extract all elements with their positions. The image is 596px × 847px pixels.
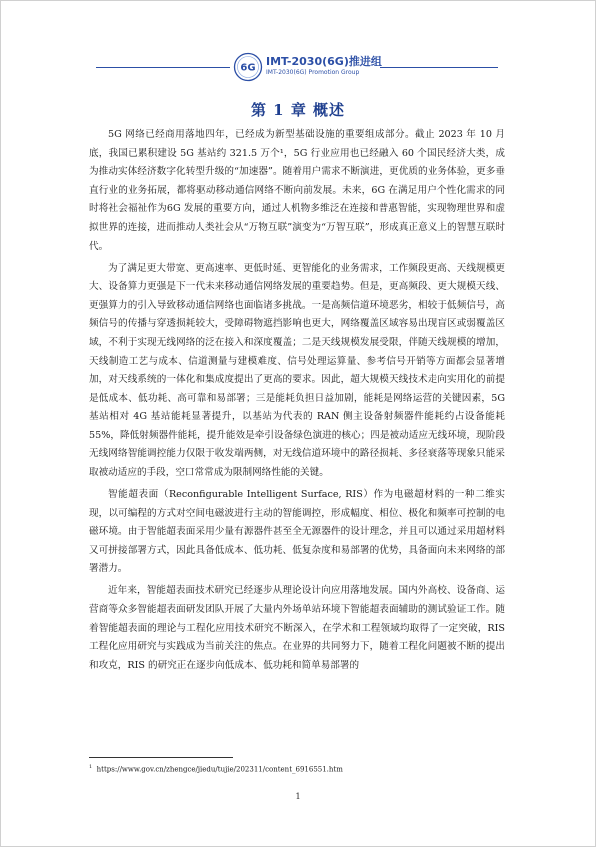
page-number: 1	[295, 792, 301, 801]
header-title: IMT-2030(6G)推进组	[266, 55, 382, 68]
header-rule-right	[380, 67, 498, 68]
paragraph-1: 5G 网络已经商用落地四年，已经成为新型基础设施的重要组成部分。截止 2023 年 10 月底，我国已累积建设 5G 基站约 321.5 万个¹，5G 行业应用也已经融入 60 个国民经济大类，成为推动实体经济数字化转型升级的“加速器”。随着用户需求不断演进，更优质的业务体验，更多垂直行业的业务拓展，都将驱动移动通信网络不断向前发展。未来，6G 在满足用户个性化需求的同时将社会福祉作为6G 发展的重要方向，通过人机物多维泛在连接和普惠智能，实现物理世界和虚拟世界的连接，进而推动人类社会从“万物互联”演变为“万智互联”，形成真正意义上的智慧互联时代。	[89, 129, 505, 252]
chapter-title: 第 1 章 概述	[250, 101, 346, 119]
footnote	[89, 764, 343, 773]
header-subtitle: IMT-2030(6G) Promotion Group	[266, 69, 360, 76]
page-header	[0, 50, 596, 86]
body-text	[89, 126, 505, 679]
footnote-link[interactable]: https://www.gov.cn/zhengce/jiedu/tujie/202311/content_6916551.htm	[96, 765, 343, 774]
paragraph-2: 为了满足更大带宽、更高速率、更低时延、更智能化的业务需求，工作频段更高、天线规模更大、设备算力更强是下一代未来移动通信网络发展的重要趋势。但是，更高频段、更大规模天线、更强算力的引入导致移动通信网络也面临诸多挑战。一是高频信道环境恶劣，相较于低频信号，高频信号的传播与穿透损耗较大，受障碍物遮挡影响也更大，网络覆盖区域容易出现盲区或弱覆盖区域，不利于实现无线网络的泛在接入和深度覆盖；二是天线规模发展受限，伴随天线规模的增加，天线制造工艺与成本、信道测量与建模难度、信号处理运算量、参考信号开销等方面都会显著增加，对天线系统的一体化和集成度提出了更高的要求。因此，超大规模天线技术走向实用化的前提是低成本、低功耗、高可靠和易部署；三是能耗负担日益加剧，能耗是网络运营的关键因素，5G 基站相对 4G 基站能耗显著提升，以基站为代表的 RAN 侧主设备射频器件能耗约占设备能耗 55%，降低射频器件能耗，提升能效是牵引设备绿色演进的核心；四是被动适应无线环境，现阶段无线网络智能调控能力仅限于收发端两侧，对无线信道环境中的路径损耗、多径衰落等现象只能采取被动适应的手段，空口常常成为限制网络性能的关键。	[89, 262, 505, 479]
logo-text: 6G	[240, 62, 256, 74]
6g-logo-icon	[233, 52, 263, 82]
footnote-marker: 1	[89, 764, 93, 770]
paragraph-4: 近年来，智能超表面技术研究已经逐步从理论设计向应用落地发展。国内外高校、设备商、运营商等众多智能超表面研发团队开展了大量内外场单站环境下智能超表面辅助的测试验证工作。随着智能超表面的理论与工程化应用技术研究不断深入，在学术和工程领域均取得了一定突破，RIS 工程化应用研究与实践成为当前关注的焦点。在业界的共同努力下，随着工程化问题被不断的提出和攻克，RIS 的研究正在逐步向低成本、低功耗和简单易部署的	[89, 585, 505, 671]
paragraph-3: 智能超表面（Reconfigurable Intelligent Surface, RIS）作为电磁超材料的一种二维实现，以可编程的方式对空间电磁波进行主动的智能调控，形成幅度、相位、极化和频率可控制的电磁环境。由于智能超表面采用少量有源器件甚至全无源器件的设计理念，并且可以通过采用超材料又可拼接部署方式，因此具备低成本、低功耗、低复杂度和易部署的优势，具备面向未来网络的部署潜力。	[89, 489, 505, 575]
footnote-rule	[89, 757, 233, 758]
header-rule-left	[96, 67, 230, 68]
